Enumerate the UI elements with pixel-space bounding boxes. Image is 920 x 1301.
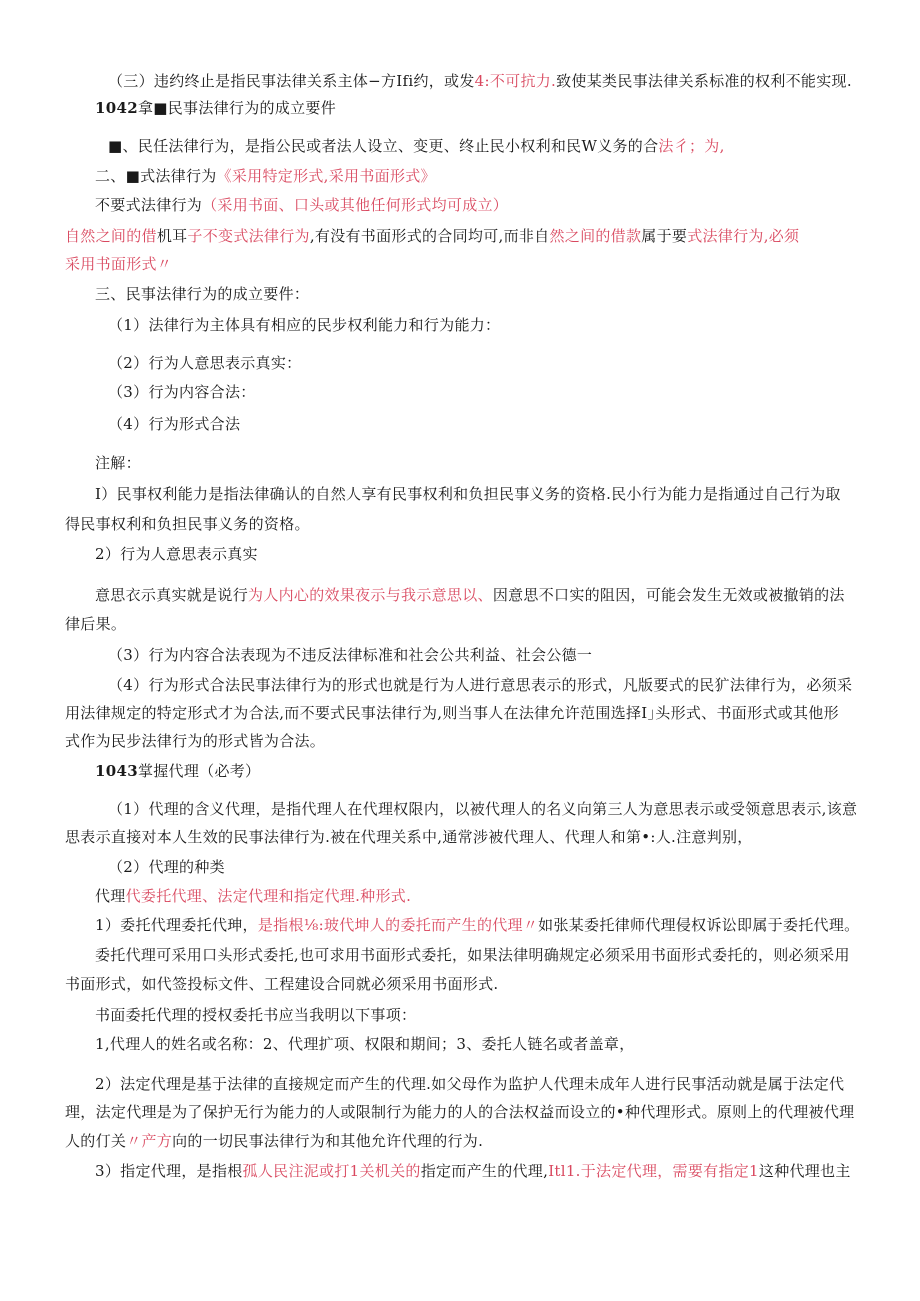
text-line <box>108 799 857 819</box>
text-segment: 1）委托代理委托代珅， <box>95 916 258 934</box>
highlighted-text: 采用书面形式〃 <box>65 255 173 273</box>
text-line <box>108 857 225 877</box>
text-segment: 掌握代理（必考） <box>137 762 261 780</box>
text-line <box>108 136 725 156</box>
text-segment: （2）行为人意思表示真实： <box>108 354 302 372</box>
text-line <box>95 484 841 504</box>
highlighted-text: Itl1.于法定代理，需要有指定1 <box>548 1162 759 1180</box>
text-line <box>108 382 256 402</box>
text-segment: （4）行为形式合法民事法律行为的形式也就是行为人进行意思表示的形式，凡版要式的民犷法律行为，必须采 <box>108 676 853 694</box>
highlighted-text: 为人内心的效果夜示与我示意思以、 <box>248 586 493 604</box>
text-segment: 1042 <box>95 99 138 117</box>
text-segment: （1）代理的含义代理，是指代理人在代理权限内，以被代理人的名义向第三人为意思表示或受领意思表示,该意 <box>108 800 858 818</box>
text-line <box>65 1131 483 1151</box>
text-segment: 律后果。 <box>65 615 127 633</box>
highlighted-text: 法彳；为, <box>658 137 725 155</box>
text-line <box>95 915 859 935</box>
text-line <box>65 1102 854 1122</box>
text-line <box>95 761 260 781</box>
text-segment: 2）行为人意思表示真实 <box>95 545 258 563</box>
text-line <box>95 1005 416 1025</box>
text-line <box>95 1074 844 1094</box>
text-line <box>95 195 508 215</box>
text-segment: ■、民任法律行为，是指公民或者法人设立、变更、终止民小权利和民W义务的合 <box>108 137 659 155</box>
text-segment: 得民事权利和负担民事义务的资格。 <box>65 515 310 533</box>
text-line <box>108 315 500 335</box>
text-segment: 书面委托代理的授权委托书应当我明以下事项： <box>95 1006 417 1024</box>
text-segment: 人的仃关 <box>65 1132 127 1150</box>
text-segment: （3）行为内容合法表现为不违反法律标准和社会公共利益、社会公德一 <box>108 646 593 664</box>
text-line <box>65 254 172 274</box>
highlighted-text: 然之间的借款 <box>549 227 642 245</box>
text-line <box>108 675 852 695</box>
text-segment: 理，法定代理是为了保护无行为能力的人或限制行为能力的人的合法权益而设立的•种代理形式。原则上的代理被代理 <box>65 1103 855 1121</box>
text-segment: 如张某委托律师代理侵权诉讼即属于委托代理。 <box>538 916 860 934</box>
text-segment: 式作为民步法律行为的形式皆为合法。 <box>65 732 326 750</box>
highlighted-text: 〃产方 <box>126 1132 173 1150</box>
text-segment: （三）违约终止是指民事法律关系主体−方Ifi约，或发 <box>108 72 475 90</box>
text-segment: 1043 <box>95 762 138 780</box>
text-segment: I）民事权利能力是指法律确认的自然人享有民事权利和负担民事义务的资格.民小行为能力是指通过自己行为取 <box>95 485 841 503</box>
highlighted-text: 4:不可抗力. <box>474 72 557 90</box>
text-line <box>95 98 336 118</box>
text-segment: 书面形式，如代签投标文件、工程建设合同就必须采用书面形式. <box>65 975 499 993</box>
text-segment: 向的一切民事法律行为和其他允许代理的行为. <box>172 1132 484 1150</box>
text-segment: 3）指定代理，是指根 <box>95 1162 243 1180</box>
text-segment: 用法律规定的特定形式才为合法,而不要式民事法律行为,则当事人在法律允许范围选择I｣头形式、书面形式或其他形 <box>65 704 839 722</box>
highlighted-text: 孤人民注泥或打1关机关的 <box>242 1162 421 1180</box>
text-line <box>95 453 141 473</box>
text-segment: 机耳 <box>156 227 188 245</box>
highlighted-text: （采用书面、口头或其他任何形式均可成立） <box>202 196 509 214</box>
highlighted-text: 自然之间的借 <box>65 227 157 245</box>
text-segment: （3）行为内容合法： <box>108 383 256 401</box>
text-line <box>95 585 845 605</box>
text-line <box>65 226 799 246</box>
text-line <box>108 71 852 91</box>
text-line <box>65 614 126 634</box>
text-segment: 2）法定代理是基于法律的直接规定而产生的代理.如父母作为监护人代理未成年人进行民事活动就是属于法定代 <box>95 1075 845 1093</box>
text-line <box>65 514 310 534</box>
text-segment: 思表示直接对本人生效的民事法律行为.被在代理关系中,通常涉被代理人、代理人和第•:人.注意判别， <box>65 828 753 846</box>
text-segment: 致使某类民事法律关系标准的权利不能实现. <box>556 72 852 90</box>
highlighted-text: 是指根⅛:玻代坤人的委托而产生的代理〃 <box>257 916 539 934</box>
text-line <box>108 645 592 665</box>
text-segment: 意思衣示真实就是说行 <box>95 586 249 604</box>
text-segment: 属于要 <box>641 227 688 245</box>
text-line <box>108 414 240 434</box>
highlighted-text: 子不变式法律行为 <box>187 227 310 245</box>
text-segment: 这种代理也主 <box>758 1162 851 1180</box>
highlighted-text: 代委托代理、法定代理和指定代理.种形式. <box>125 887 412 905</box>
text-line <box>95 886 411 906</box>
text-segment: （4）行为形式合法 <box>108 415 241 433</box>
text-segment: 三、民事法律行为的成立要件： <box>95 285 310 303</box>
text-line <box>95 1034 635 1054</box>
text-segment: 不要式法律行为 <box>95 196 203 214</box>
text-line <box>108 353 301 373</box>
text-segment: （2）代理的种类 <box>108 858 225 876</box>
text-line <box>65 827 753 847</box>
text-segment: 因意思不口实的阻因，可能会发生无效或被撤销的法 <box>492 586 845 604</box>
text-segment: 指定而产生的代理, <box>420 1162 549 1180</box>
text-segment: （1）法律行为主体具有相应的民步权利能力和行为能力： <box>108 316 501 334</box>
text-line <box>95 284 309 304</box>
text-line <box>65 731 325 751</box>
text-segment: 代理 <box>95 887 126 905</box>
text-line <box>65 703 839 723</box>
text-line <box>95 1161 851 1181</box>
text-line <box>95 945 850 965</box>
text-line <box>95 544 258 564</box>
text-segment: 1,代理人的姓名或名称：2、代理扩项、权限和期间；3、委托人链名或者盖章， <box>95 1035 635 1053</box>
highlighted-text: 《采用特定形式,采用书面形式》 <box>216 167 436 185</box>
text-segment: 委托代理可采用口头形式委托,也可求用书面形式委托，如果法律明确规定必须采用书面形式委托的，则必须采用 <box>95 946 850 964</box>
text-segment: 二、■式法律行为 <box>95 167 217 185</box>
text-segment: 注解： <box>95 454 141 472</box>
text-segment: ,有没有书面形式的合同均可,而非自 <box>309 227 550 245</box>
highlighted-text: 式法律行为,必须 <box>687 227 800 245</box>
text-line <box>65 974 498 994</box>
text-segment: 拿■民事法律行为的成立要件 <box>137 99 337 117</box>
text-line <box>95 166 436 186</box>
